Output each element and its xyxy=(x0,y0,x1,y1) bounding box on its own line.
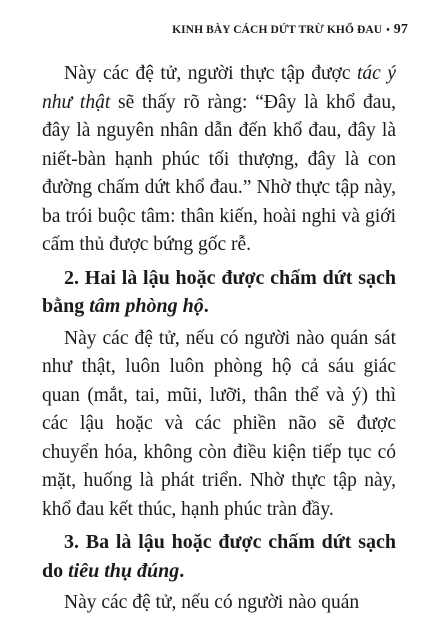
paragraph-1-emphasis: tác ý như thật xyxy=(42,63,396,113)
section-heading-3-lead: 3. Ba là lậu hoặc được chấm dứt sạch do xyxy=(42,531,396,582)
header-separator: • xyxy=(386,25,390,36)
paragraph-1-rest: sẽ thấy rõ ràng: “Đây là khổ đau, đây là nguyên nhân dẫn đến khổ đau, đây là niết-bàn hạnh phúc tối thượng, đây là con đường chấm dứt khổ đau.” Nhờ thực tập này, ba trói buộc tâm: thân kiến, hoài nghi và giới cấm thủ được bứng gốc rễ. xyxy=(42,91,396,255)
section-heading-2-end: . xyxy=(203,295,209,317)
paragraph-3: Này các đệ tử, nếu có người nào quán xyxy=(64,592,360,613)
section-heading-2 xyxy=(42,264,396,321)
paragraph-1 xyxy=(42,60,396,260)
running-title: KINH BÀY CÁCH DỨT TRỪ KHỔ ĐAU xyxy=(172,24,383,36)
section-heading-2-emphasis: tâm phòng hộ xyxy=(89,295,204,317)
page-body xyxy=(42,60,396,618)
paragraph-1-lead: Này các đệ tử, người thực tập được xyxy=(64,63,358,84)
paragraph-2: Này các đệ tử, nếu có người nào quán sát như thật, luôn luôn phòng hộ cả sáu giác quan (mắt, tai, mũi, lưỡi, thân thể và ý) thì các lậu hoặc và các phiền não sẽ được chuyển hóa, không còn điều kiện tiếp tục có mặt, huống là phát triển. Nhờ thực tập này, khổ đau kết thúc, hạnh phúc tràn đầy. xyxy=(42,327,396,520)
page-number: 97 xyxy=(393,22,408,37)
running-header xyxy=(172,22,408,38)
section-heading-2-lead: 2. Hai là lậu hoặc được chấm dứt sạch bằng xyxy=(42,266,396,317)
section-heading-3-emphasis: tiêu thụ đúng xyxy=(68,559,180,582)
section-heading-3-end: . xyxy=(179,559,185,582)
section-heading-3 xyxy=(42,528,396,585)
